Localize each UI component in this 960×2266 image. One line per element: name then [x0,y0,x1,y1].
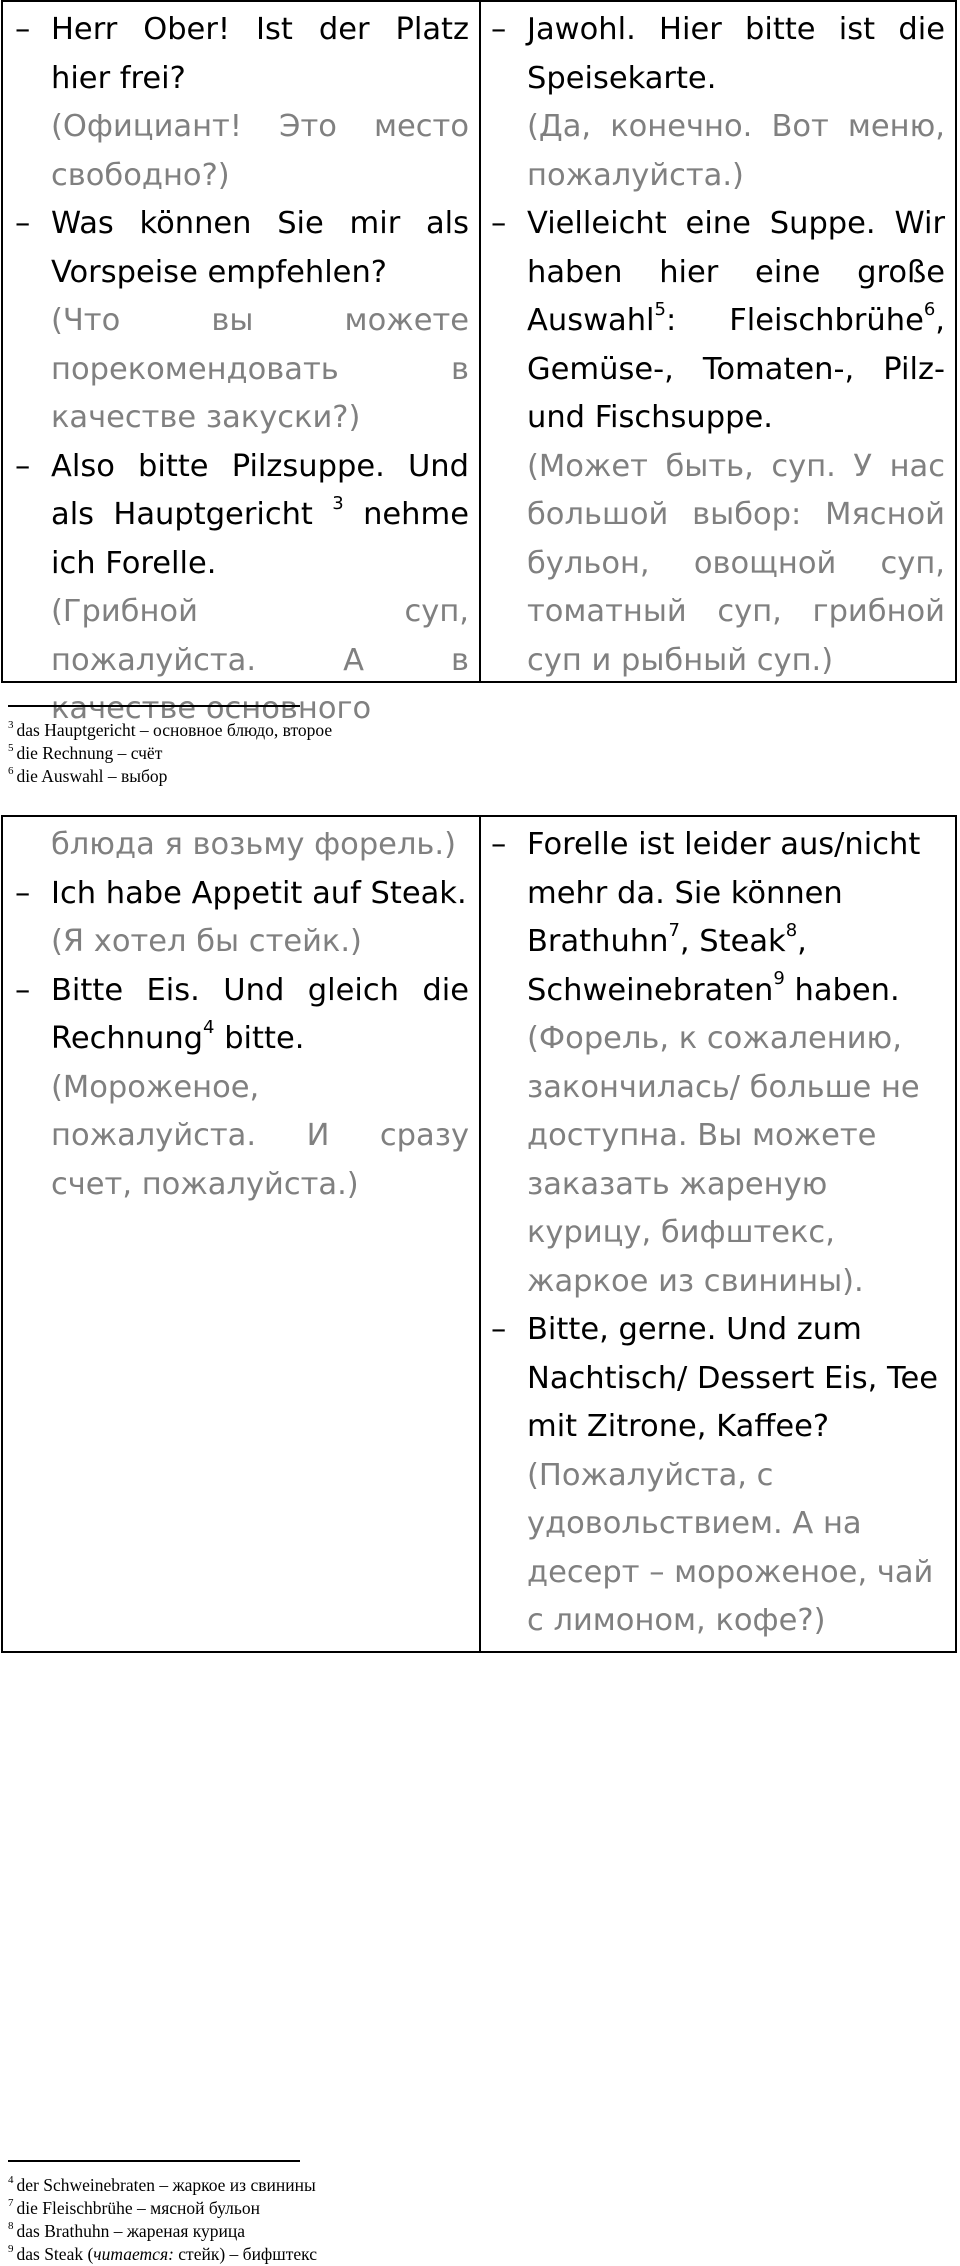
footnote: $^9$ das Steak (читается: стейк) – бифштекс [8,2243,317,2264]
dash-marker: – [15,448,31,484]
footnote: $^4$ der Schweinebraten – жаркое из свинины [8,2174,316,2195]
footnote: $^8$ das Brathuhn – жареная курица [8,2220,246,2241]
footnotes-bottom [8,2160,948,2266]
footnote-number: 9 [8,2243,14,2256]
guest-column [3,817,481,1651]
dialogue-table-1 [1,0,957,726]
guest-column [3,2,481,726]
footnote-number: 5 [8,742,14,755]
footnote: $^7$ die Fleischbrühe – мясной бульон [8,2197,260,2218]
footnote-ref: 5 [654,298,666,320]
russian-translation: (Что вы можете порекомендовать в качестве закуски?) [51,303,469,435]
footnote-ref: 6 [923,298,936,320]
dash-marker: – [15,972,31,1008]
dialogue-line [15,200,469,443]
dash-marker: – [491,12,507,47]
dash-marker: – [15,12,31,47]
dialogue-table-2 [1,815,957,1653]
dialogue-line [15,967,469,1210]
dash-marker: – [15,206,31,241]
russian-translation: блюда я возьму форель.) [51,827,457,862]
footnote-number: 3 [8,719,14,732]
russian-translation: (Официант! Это место свободно?) [51,109,469,193]
german-line: – Also bitte Pilzsuppe. Und als Hauptgericht $^3$ nehme ich Forelle. [15,443,469,589]
dialogue-line [15,870,469,967]
dialogue-line [15,6,469,200]
russian-translation: (Грибной суп, пожалуйста. А в качестве основного [51,594,469,726]
dialogue-line [15,821,469,870]
footnote-ref: 4 [203,1016,215,1038]
dash-marker: – [491,206,507,241]
footnote: $^5$ die Rechnung – счёт [8,742,163,763]
german-line: – Jawohl. Hier bitte ist die Speisekarte. [491,6,945,103]
russian-translation: (Пожалуйста, с удовольствием. А на десерт – мороженое, чай с лимоном, кофе?) [527,1457,934,1638]
footnotes-top [8,705,948,788]
dash-marker: – [491,1312,507,1347]
dash-marker: – [15,875,31,911]
waiter-column [481,2,955,681]
german-line: – Herr Ober! Ist der Platz hier frei? [15,6,469,103]
russian-translation: (Я хотел бы стейк.) [51,924,362,959]
german-line: – Ich habe Appetit auf Steak. [15,870,469,919]
russian-translation: (Мороженое, пожалуйста. И сразу счет, пожалуйста.) [51,1069,469,1202]
waiter-column [481,817,955,1651]
russian-translation: (Форель, к сожалению, закончилась/ больше не доступна. Вы можете заказать жареную курицу, бифштекс, жаркое из свинины). [527,1021,920,1299]
footnote-separator [8,705,300,707]
russian-translation: (Может быть, суп. У нас большой выбор: Мясной бульон, овощной суп, томатный суп, грибной суп и рыбный суп.) [527,448,945,678]
russian-translation: (Да, конечно. Вот меню, пожалуйста.) [527,109,945,193]
footnote-number: 8 [8,2220,14,2233]
dialogue-line [491,1306,945,1646]
footnote-number: 6 [8,765,14,778]
dash-marker: – [491,827,507,862]
german-line: – Bitte Eis. Und gleich die Rechnung$^4$ bitte. [15,967,469,1064]
german-line: – Vielleicht eine Suppe. Wir haben hier eine große Auswahl$^5$: Fleischbrühe$^6$, Gemüse-, Tomaten-, Pilz- und Fischsuppe. [491,200,945,443]
footnote-ref: 9 [773,968,785,990]
footnote-ref: 7 [668,919,680,941]
footnote-number: 4 [8,2174,14,2187]
footnote: $^3$ das Hauptgericht – основное блюдо, второе [8,719,333,740]
german-line: – Forelle ist leider aus/nicht mehr da. Sie können Brathuhn$^7$, Steak$^8$, Schweinebraten$^9$ haben. [491,821,945,1015]
dialogue-line [15,443,469,734]
dialogue-line [491,200,945,685]
dialogue-line [491,821,945,1306]
footnote: $^6$ die Auswahl – выбор [8,765,168,786]
footnote-separator [8,2160,300,2162]
german-line: – Was können Sie mir als Vorspeise empfehlen? [15,200,469,297]
german-line: – Bitte, gerne. Und zum Nachtisch/ Dessert Eis, Tee mit Zitrone, Kaffee? [491,1306,945,1452]
footnote-ref: 8 [785,919,798,941]
footnote-ref: 3 [332,492,344,514]
footnote-number: 7 [8,2197,14,2210]
dialogue-line [491,6,945,200]
